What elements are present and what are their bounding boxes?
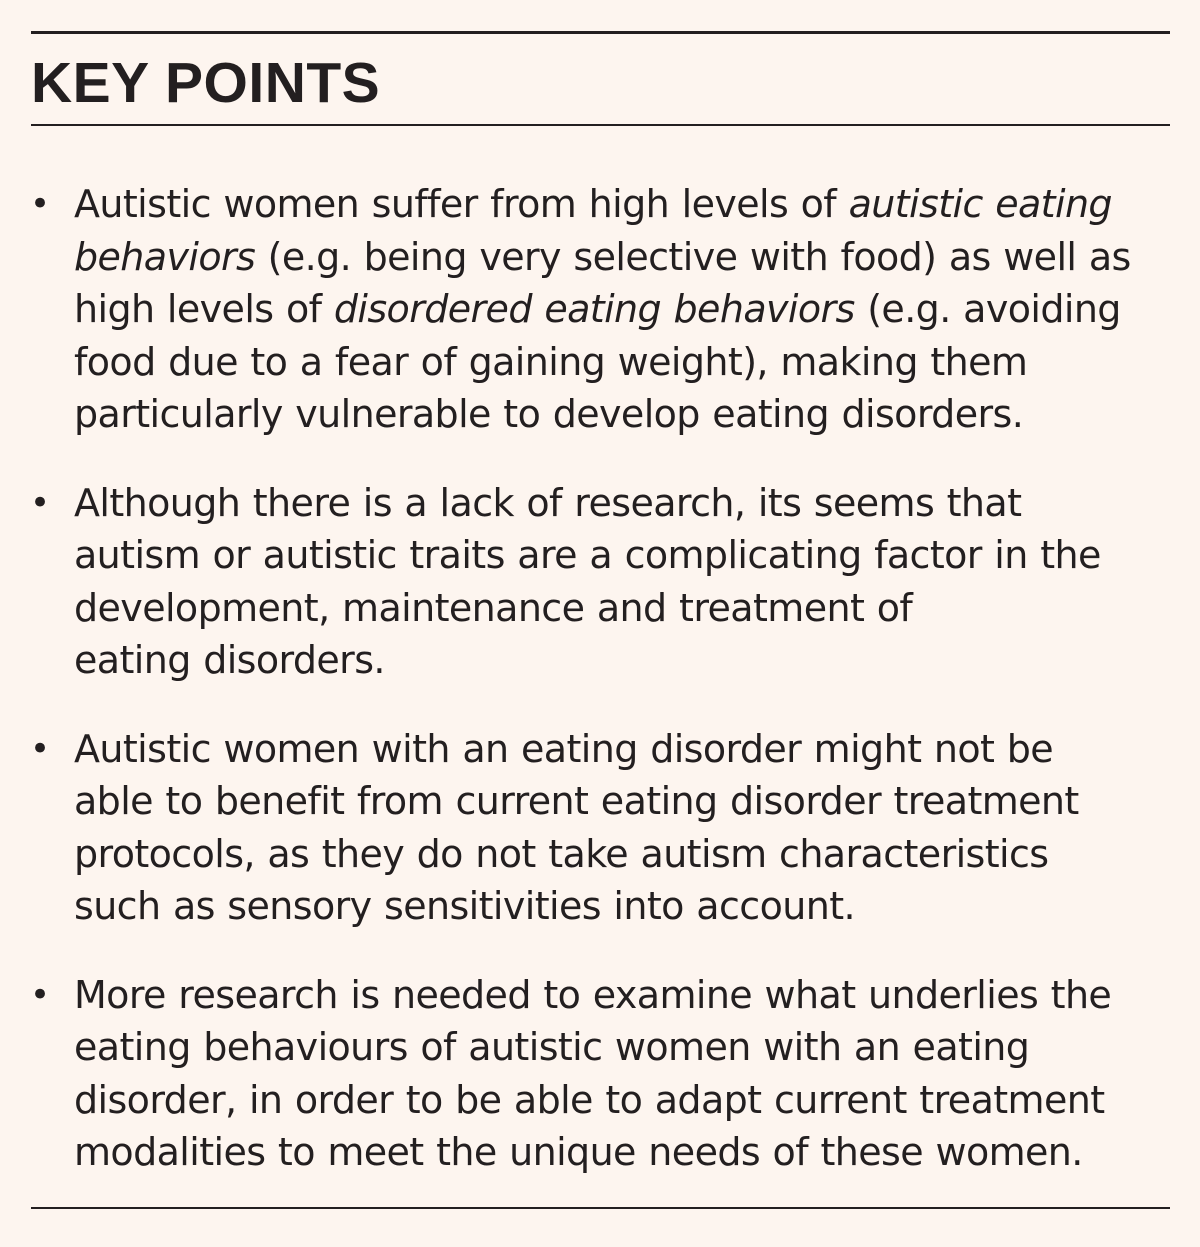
key-point-line xyxy=(74,1074,1170,1127)
key-point-text: development, maintenance and treatment of xyxy=(74,585,913,630)
key-point-item xyxy=(30,477,1170,687)
key-point-line xyxy=(74,1021,1170,1074)
bullet-icon: • xyxy=(30,728,50,769)
key-point-text: food due to a fear of gaining weight), making them xyxy=(74,339,1028,384)
key-point-line xyxy=(74,634,1170,687)
bullet-icon: • xyxy=(30,184,50,224)
top-rule xyxy=(31,31,1170,34)
key-point-text: autism or autistic traits are a complicating factor in the xyxy=(74,533,1101,577)
page-title: KEY POINTS xyxy=(31,51,381,115)
key-point-emphasis: behaviors xyxy=(74,234,256,279)
title-divider xyxy=(31,124,1170,126)
key-point-line xyxy=(74,283,1170,336)
key-point-text: (e.g. avoiding xyxy=(854,287,1121,331)
key-point-text: (e.g. being very selective with food) as well as xyxy=(255,234,1131,279)
key-point-text: eating disorders. xyxy=(74,638,385,682)
key-point-text: particularly vulnerable to develop eating disorders. xyxy=(74,392,1024,436)
bullet-icon: • xyxy=(30,974,50,1015)
key-point-line xyxy=(74,775,1170,828)
key-point-line xyxy=(74,1126,1170,1179)
key-point-line xyxy=(74,178,1170,231)
key-point-text: Autistic women with an eating disorder might not be xyxy=(74,726,1054,771)
key-point-line xyxy=(74,828,1170,881)
key-point-line xyxy=(74,880,1170,933)
key-point-text: able to benefit from current eating disorder treatment xyxy=(74,779,1079,823)
key-point-line xyxy=(74,336,1170,389)
key-point-text: high levels of xyxy=(74,287,334,331)
key-point-text: Autistic women suffer from high levels of xyxy=(74,182,849,226)
key-point-emphasis: autistic eating xyxy=(848,182,1112,226)
bottom-rule xyxy=(31,1207,1170,1209)
key-point-text: More research is needed to examine what underlies the xyxy=(74,972,1112,1017)
key-point-text: disorder, in order to be able to adapt current treatment xyxy=(74,1077,1105,1122)
key-point-line xyxy=(74,969,1170,1022)
key-point-text: modalities to meet the unique needs of these women. xyxy=(74,1130,1083,1174)
key-point-item xyxy=(30,969,1170,1179)
key-point-item xyxy=(30,723,1170,933)
key-point-line xyxy=(74,723,1170,776)
key-point-text: protocols, as they do not take autism characteristics xyxy=(74,831,1049,876)
key-points-list xyxy=(30,178,1170,1215)
bullet-icon: • xyxy=(30,482,50,523)
key-point-line xyxy=(74,529,1170,582)
key-point-item xyxy=(30,178,1170,441)
key-point-text: Although there is a lack of research, its seems that xyxy=(74,480,1022,525)
key-point-emphasis: disordered eating behaviors xyxy=(333,287,855,331)
key-point-text: such as sensory sensitivities into account. xyxy=(74,884,855,928)
key-point-text: eating behaviours of autistic women with an eating xyxy=(74,1025,1030,1069)
key-point-line xyxy=(74,388,1170,441)
key-point-line xyxy=(74,231,1170,284)
key-point-line xyxy=(74,582,1170,635)
key-point-line xyxy=(74,477,1170,530)
